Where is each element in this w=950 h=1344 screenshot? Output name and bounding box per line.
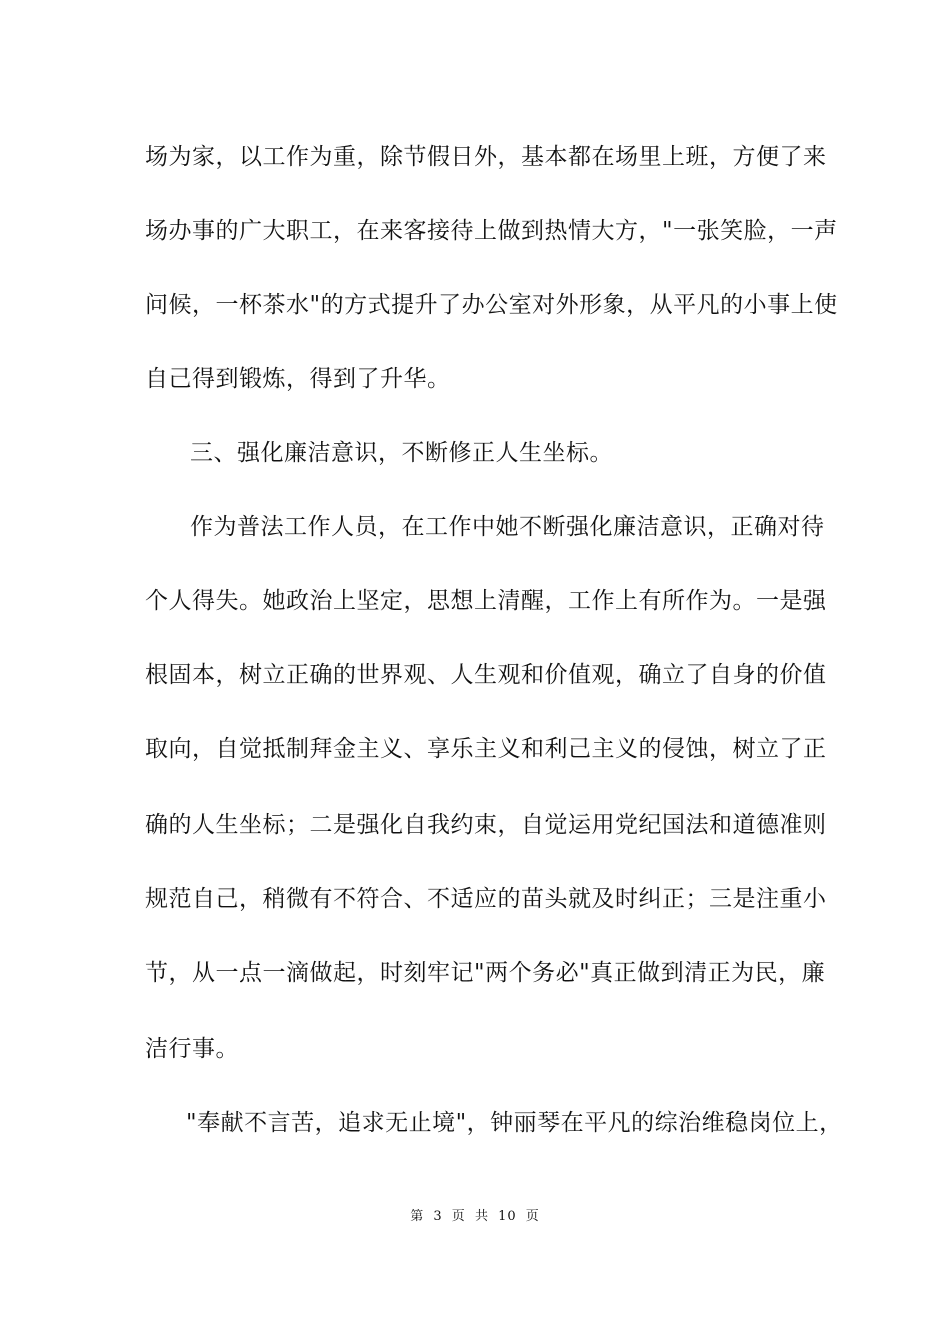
text-line-2: 场办事的广大职工，在来客接待上做到热情大方，"一张笑脸，一声 xyxy=(145,218,838,244)
text-line-12: 节，从一点一滴做起，时刻牢记"两个务必"真正做到清正为民，廉 xyxy=(145,960,826,986)
footer-page-word: 页 xyxy=(451,1209,466,1224)
footer-suffix: 页 xyxy=(525,1209,540,1224)
text-line-6: 作为普法工作人员，在工作中她不断强化廉洁意识，正确对待 xyxy=(190,514,825,540)
footer-current-page: 3 xyxy=(433,1209,443,1224)
text-line-7: 个人得失。她政治上坚定，思想上清醒，工作上有所作为。一是强 xyxy=(145,588,827,614)
text-line-3: 问候，一杯茶水"的方式提升了办公室对外形象，从平凡的小事上使 xyxy=(145,292,838,318)
text-line-4: 自己得到锻炼，得到了升华。 xyxy=(145,366,451,392)
section-heading: 三、强化廉洁意识，不断修正人生坐标。 xyxy=(190,440,613,466)
footer-total-prefix: 共 xyxy=(474,1209,489,1224)
page-footer xyxy=(0,1208,950,1226)
text-line-1: 场为家，以工作为重，除节假日外，基本都在场里上班，方便了来 xyxy=(145,144,827,170)
footer-total-pages: 10 xyxy=(498,1209,517,1224)
text-line-9: 取向，自觉抵制拜金主义、享乐主义和利己主义的侵蚀，树立了正 xyxy=(145,736,827,762)
text-line-8: 根固本，树立正确的世界观、人生观和价值观，确立了自身的价值 xyxy=(145,662,827,688)
footer-prefix: 第 xyxy=(410,1209,425,1224)
text-line-13: 洁行事。 xyxy=(145,1036,239,1062)
text-line-14: "奉献不言苦，追求无止境"，钟丽琴在平凡的综治维稳岗位上， xyxy=(186,1110,843,1136)
text-line-11: 规范自己，稍微有不符合、不适应的苗头就及时纠正；三是注重小 xyxy=(145,886,827,912)
text-line-10: 确的人生坐标；二是强化自我约束，自觉运用党纪国法和道德准则 xyxy=(145,812,827,838)
